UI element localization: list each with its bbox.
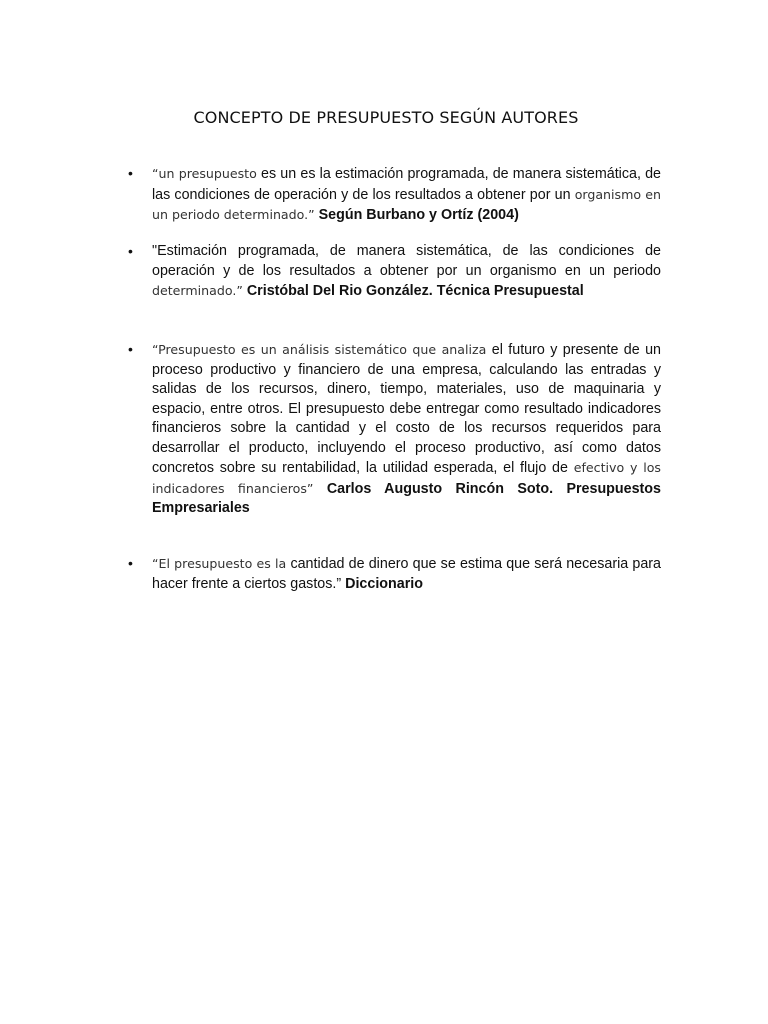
quote-text-end: organismo en un periodo determinado.” <box>152 186 661 222</box>
list-item <box>128 340 661 519</box>
quote-text-light: “El presupuesto es la <box>152 556 291 571</box>
author-citation: Según Burbano y Ortíz (2004) <box>318 207 519 223</box>
bullet-icon: • <box>128 243 133 259</box>
quote-text: es un es la estimación programada, de manera sistemática, de las condiciones de operación y de los resultados a obtener por un <box>152 166 662 203</box>
quote-text: el futuro y presente de un proceso productivo y financiero de una empresa, calculando las entradas y salidas de los recursos, dinero, tiempo, materiales, uso de maquinaria y espacio, entre otros. El presupuesto debe entregar como resultado indicadores financieros sobre la cantidad y el costo de los recursos requeridos para desarrollar el producto, incluyendo el proceso productivo, así como datos concretos sobre su rentabilidad, la utilidad esperada, el flujo de <box>152 342 661 476</box>
list-item <box>128 242 661 302</box>
quote-text: cantidad de dinero que se estima que será necesaria para hacer frente a ciertos gastos.” <box>152 556 662 592</box>
list-item <box>128 164 662 226</box>
list-item <box>128 554 662 594</box>
quote-text-end: determinado.” <box>152 283 243 298</box>
bullet-icon: • <box>128 555 133 571</box>
quote-text: "Estimación programada, de manera sistemática, de las condiciones de operación y de los resultados a obtener por un organismo en un periodo <box>152 243 661 279</box>
quote-text-light: “un presupuesto <box>152 166 262 181</box>
bullet-icon: • <box>128 165 133 181</box>
author-citation: Carlos Augusto Rincón Soto. Presupuestos Empresariales <box>152 480 661 516</box>
author-citation: Diccionario <box>345 575 423 592</box>
bullet-icon: • <box>128 341 133 357</box>
page-title: CONCEPTO DE PRESUPUESTO SEGÚN AUTORES <box>193 108 579 127</box>
quote-text-end: efectivo y los indicadores financieros” <box>152 460 661 496</box>
author-citation: Cristóbal Del Rio González. Técnica Presupuestal <box>246 283 584 299</box>
quote-text-light: “Presupuesto es un análisis sistemático que analiza <box>152 342 492 357</box>
